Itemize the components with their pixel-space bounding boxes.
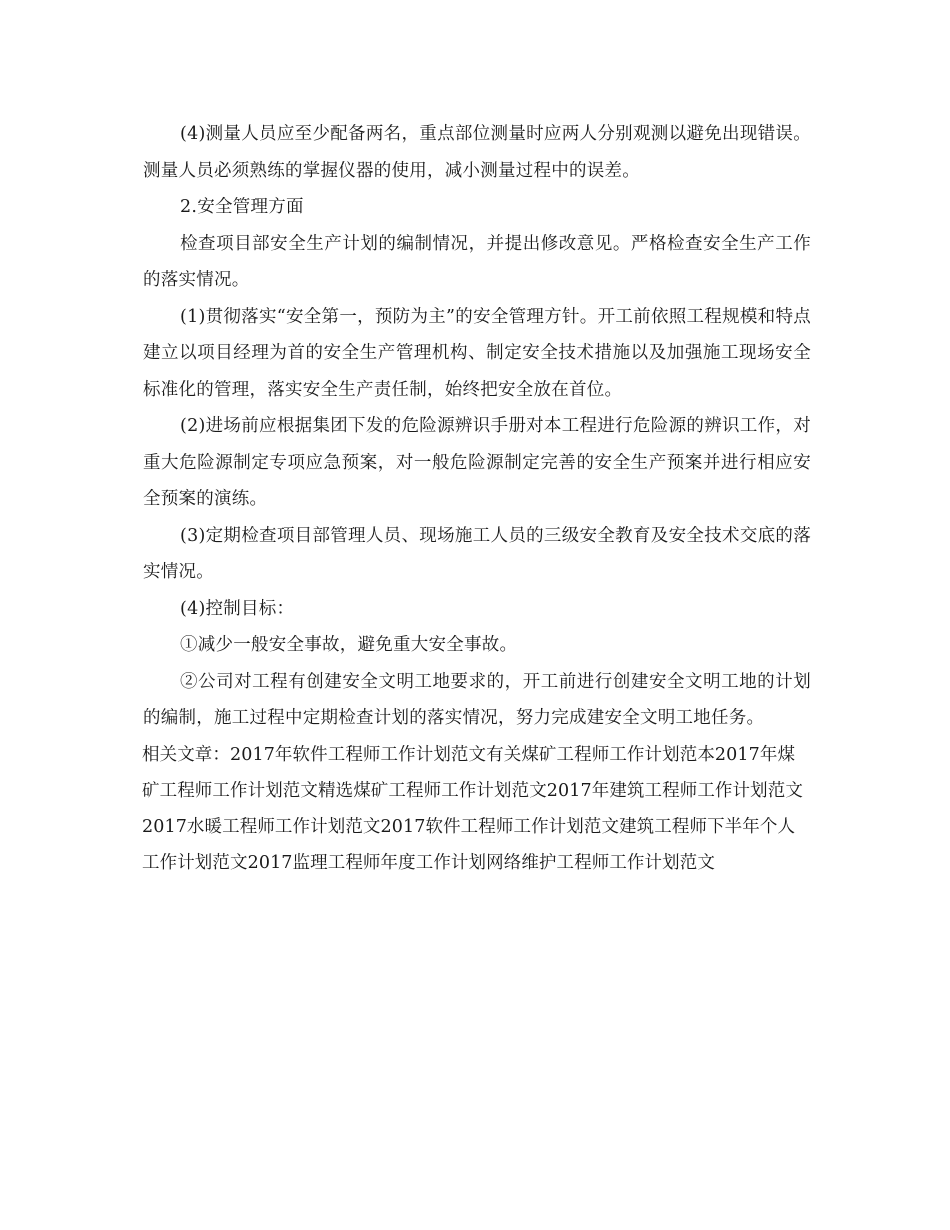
paragraph-control-targets: (4)控制目标： — [180, 598, 295, 619]
document-body — [143, 116, 811, 881]
paragraph-hazard-identification: (2)进场前应根据集团下发的危险源辨识手册对本工程进行危险源的辨识工作，对重大危险源制定专项应急预案，对一般危险源制定完善的安全生产预案并进行相应安全预案的演练。 — [143, 416, 811, 509]
paragraph-target-one: ①减少一般安全事故，避免重大安全事故。 — [180, 635, 518, 655]
paragraph-survey-staff: (4)测量人员应至少配备两名，重点部位测量时应两人分别观测以避免出现错误。测量人员必须熟练的掌握仪器的使用，减小测量过程中的误差。 — [143, 124, 811, 181]
paragraph-safety-policy: (1)贯彻落实“安全第一，预防为主”的安全管理方针。开工前依照工程规模和特点建立以项目经理为首的安全生产管理机构、制定安全技术措施以及加强施工现场安全标准化的管理，落实安全生产责任制，始终把安全放在首位。 — [143, 306, 811, 400]
paragraph-target-two: ②公司对工程有创建安全文明工地要求的，开工前进行创建安全文明工地的计划的编制，施工过程中定期检查计划的落实情况，努力完成建安全文明工地任务。 — [143, 671, 811, 728]
related-articles: 相关文章：2017年软件工程师工作计划范文有关煤矿工程师工作计划范本2017年煤矿工程师工作计划范文精选煤矿工程师工作计划范文2017年建筑工程师工作计划范文2017水暖工程师工作计划范文2017软件工程师工作计划范文建筑工程师下半年个人工作计划范文2017监理工程师年度工作计划网络维护工程师工作计划范文 — [142, 744, 803, 873]
section-heading-safety: 2.安全管理方面 — [180, 197, 304, 217]
paragraph-safety-education: (3)定期检查项目部管理人员、现场施工人员的三级安全教育及安全技术交底的落实情况。 — [143, 525, 811, 582]
paragraph-safety-plan-check: 检查项目部安全生产计划的编制情况，并提出修改意见。严格检查安全生产工作的落实情况。 — [143, 233, 811, 290]
